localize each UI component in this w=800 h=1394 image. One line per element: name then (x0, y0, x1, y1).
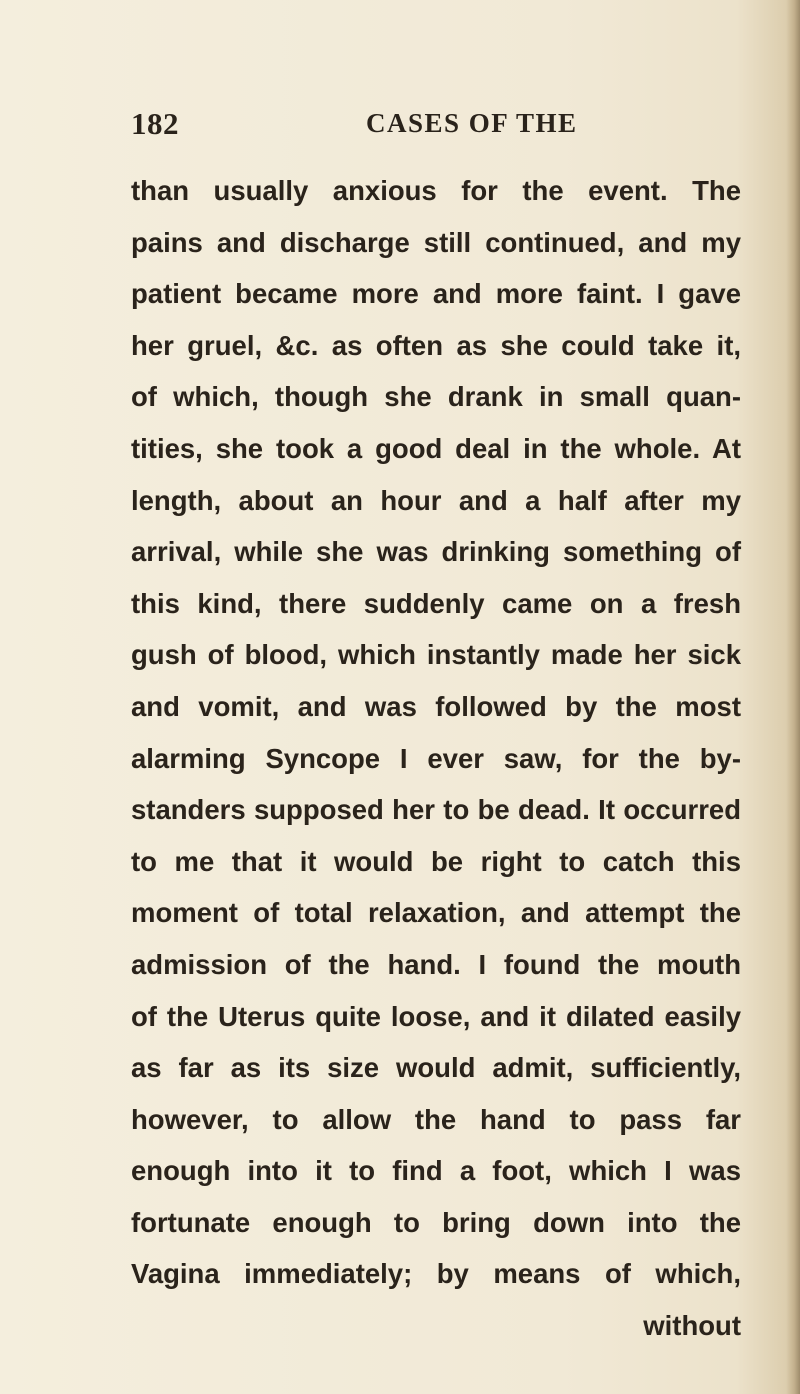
catchword: without (643, 1310, 741, 1342)
text-line: arrival, while she was drinking something of (131, 536, 741, 568)
text-line: this kind, there suddenly came on a fresh (131, 587, 741, 619)
text-line: of which, though she drank in small quan- (131, 381, 741, 413)
text-line: fortunate enough to bring down into the (131, 1206, 741, 1238)
text-line: alarming Syncope I ever saw, for the by- (131, 742, 741, 774)
text-line: patient became more and more faint. I gave (131, 278, 741, 310)
running-head: CASES OF THE (366, 108, 578, 138)
page-edge-shadow (786, 0, 800, 1394)
text-line: gush of blood, which instantly made her sick (131, 639, 741, 671)
text-line: of the Uterus quite loose, and it dilated easily (131, 1000, 741, 1032)
text-line: Vagina immediately; by means of which, (131, 1258, 741, 1290)
page-header (131, 106, 743, 146)
text-line: tities, she took a good deal in the whole. At (131, 432, 741, 464)
text-line: admission of the hand. I found the mouth (131, 948, 741, 980)
page-number: 182 (131, 106, 179, 141)
text-line: her gruel, &c. as often as she could take it, (131, 329, 741, 361)
text-line: standers supposed her to be dead. It occurred (131, 794, 741, 826)
text-line: as far as its size would admit, sufficiently, (131, 1052, 741, 1084)
text-line: however, to allow the hand to pass far (131, 1103, 741, 1135)
text-line: enough into it to find a foot, which I was (131, 1155, 741, 1187)
text-line: and vomit, and was followed by the most (131, 690, 741, 722)
text-line: to me that it would be right to catch this (131, 845, 741, 877)
text-line: moment of total relaxation, and attempt the (131, 897, 741, 929)
body-text (131, 165, 741, 1352)
text-line: than usually anxious for the event. The (131, 175, 741, 206)
text-line: length, about an hour and a half after my (131, 484, 741, 516)
text-line: pains and discharge still continued, and my (131, 226, 741, 258)
